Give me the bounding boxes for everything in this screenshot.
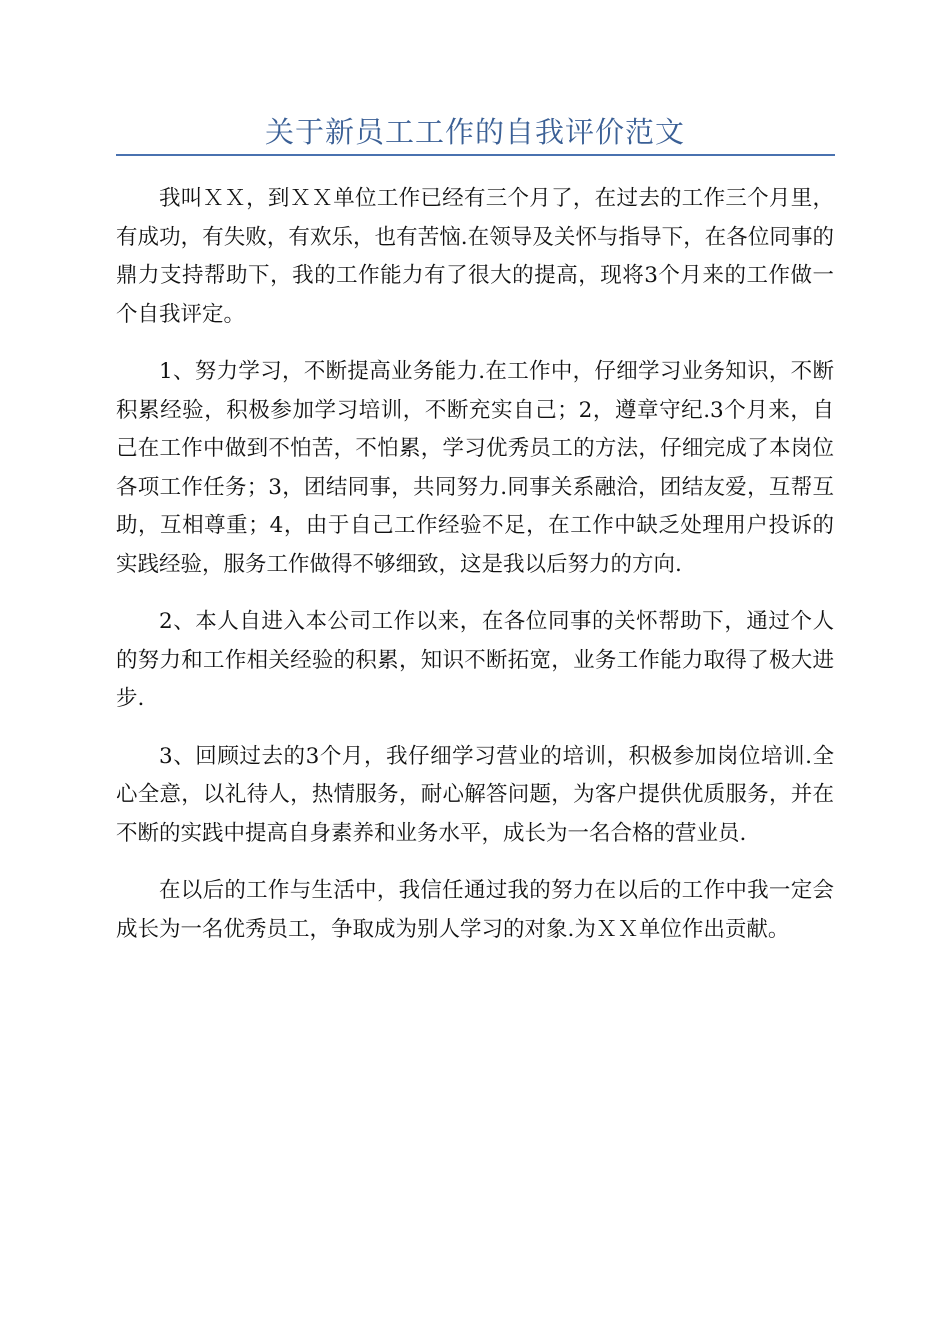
- paragraph-2: 2、本人自进入本公司工作以来，在各位同事的关怀帮助下，通过个人的努力和工作相关经验的积累，知识不断拓宽，业务工作能力取得了极大进步.: [116, 609, 834, 711]
- paragraph-closing: 在以后的工作与生活中，我信任通过我的努力在以后的工作中我一定会成长为一名优秀员工，争取成为别人学习的对象.为ＸＸ单位作出贡献。: [116, 878, 834, 942]
- document-body: [116, 180, 834, 968]
- paragraph-3: 3、回顾过去的3个月，我仔细学习营业的培训，积极参加岗位培训.全心全意，以礼待人，热情服务，耐心解答问题，为客户提供优质服务，并在不断的实践中提高自身素养和业务水平，成长为一名合格的营业员.: [116, 743, 834, 846]
- paragraph-intro: 我叫ＸＸ，到ＸＸ单位工作已经有三个月了，在过去的工作三个月里，有成功，有失败，有欢乐，也有苦恼.在领导及关怀与指导下，在各位同事的鼎力支持帮助下，我的工作能力有了很大的提高，现将3个月来的工作做一个自我评定。: [116, 186, 834, 327]
- paragraph-1: 1、努力学习，不断提高业务能力.在工作中，仔细学习业务知识，不断积累经验，积极参加学习培训，不断充实自己；2，遵章守纪.3个月来，自己在工作中做到不怕苦，不怕累，学习优秀员工的方法，仔细完成了本岗位各项工作任务；3，团结同事，共同努力.同事关系融洽，团结友爱，互帮互助，互相尊重；4，由于自己工作经验不足，在工作中缺乏处理用户投诉的实践经验，服务工作做得不够细致，这是我以后努力的方向.: [116, 359, 834, 577]
- page-title: 关于新员工工作的自我评价范文: [264, 115, 685, 149]
- title-underline: [116, 154, 835, 156]
